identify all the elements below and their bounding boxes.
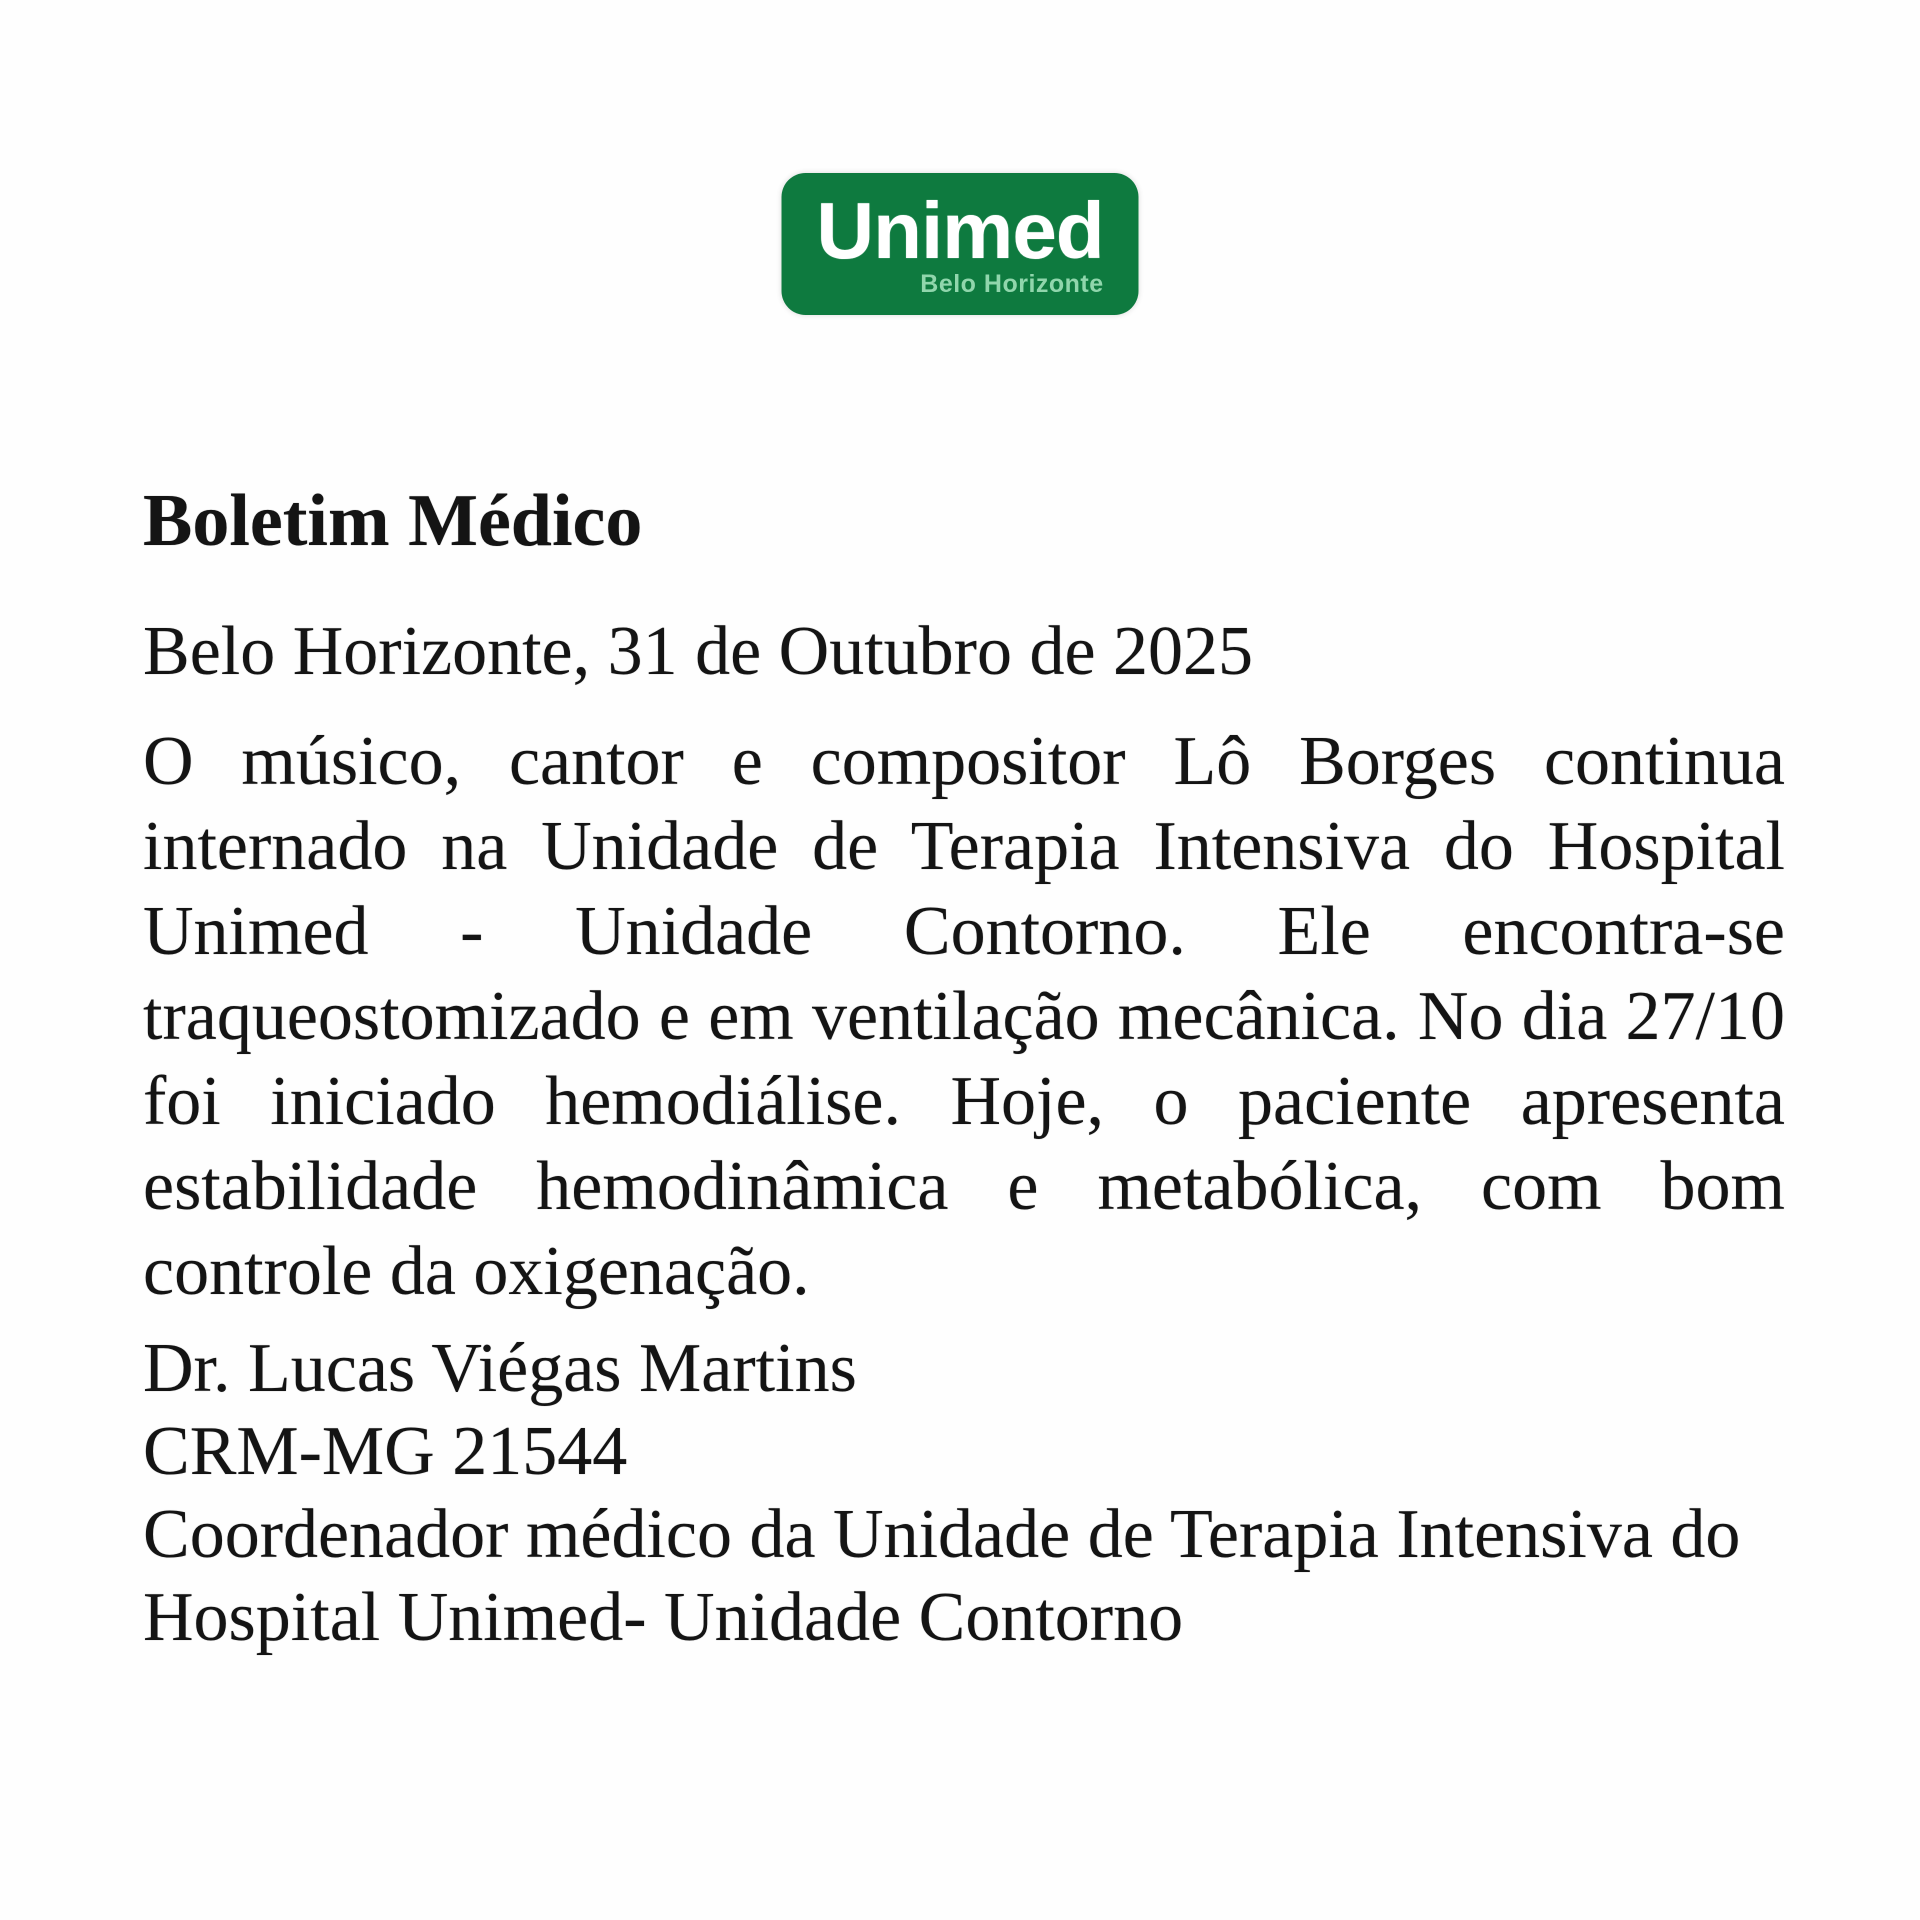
unimed-brand-wordmark: Unimed: [816, 186, 1104, 275]
signature-role-line-2: Hospital Unimed- Unidade Contorno: [143, 1579, 1184, 1656]
body-line-5: foi iniciado hemodiálise. Hoje, o paciente apresenta: [143, 1063, 1785, 1140]
body-line-7: controle da oxigenação.: [143, 1233, 810, 1310]
body-line-6: estabilidade hemodinâmica e metabólica, com bom: [143, 1148, 1785, 1225]
bulletin-title: Boletim Médico: [143, 480, 643, 562]
unimed-logo: [782, 173, 1139, 315]
body-line-1: O músico, cantor e compositor Lô Borges continua: [143, 723, 1785, 800]
unimed-region-label: Belo Horizonte: [920, 270, 1104, 298]
unimed-logo-text-group: [816, 186, 1104, 298]
signature-crm-number: CRM-MG 21544: [143, 1413, 628, 1490]
signature-doctor-name: Dr. Lucas Viégas Martins: [143, 1330, 857, 1407]
bulletin-dateline: Belo Horizonte, 31 de Outubro de 2025: [143, 613, 1254, 690]
signature-role-line-1: Coordenador médico da Unidade de Terapia Intensiva do: [143, 1496, 1741, 1573]
bulletin-body-paragraph: [143, 719, 1785, 1314]
body-line-2: internado na Unidade de Terapia Intensiva do Hospital: [143, 808, 1785, 885]
body-line-4: traqueostomizado e em ventilação mecânica. No dia 27/10: [143, 978, 1785, 1055]
body-line-3: Unimed - Unidade Contorno. Ele encontra-se: [143, 893, 1785, 970]
signature-block: [143, 1327, 1843, 1659]
